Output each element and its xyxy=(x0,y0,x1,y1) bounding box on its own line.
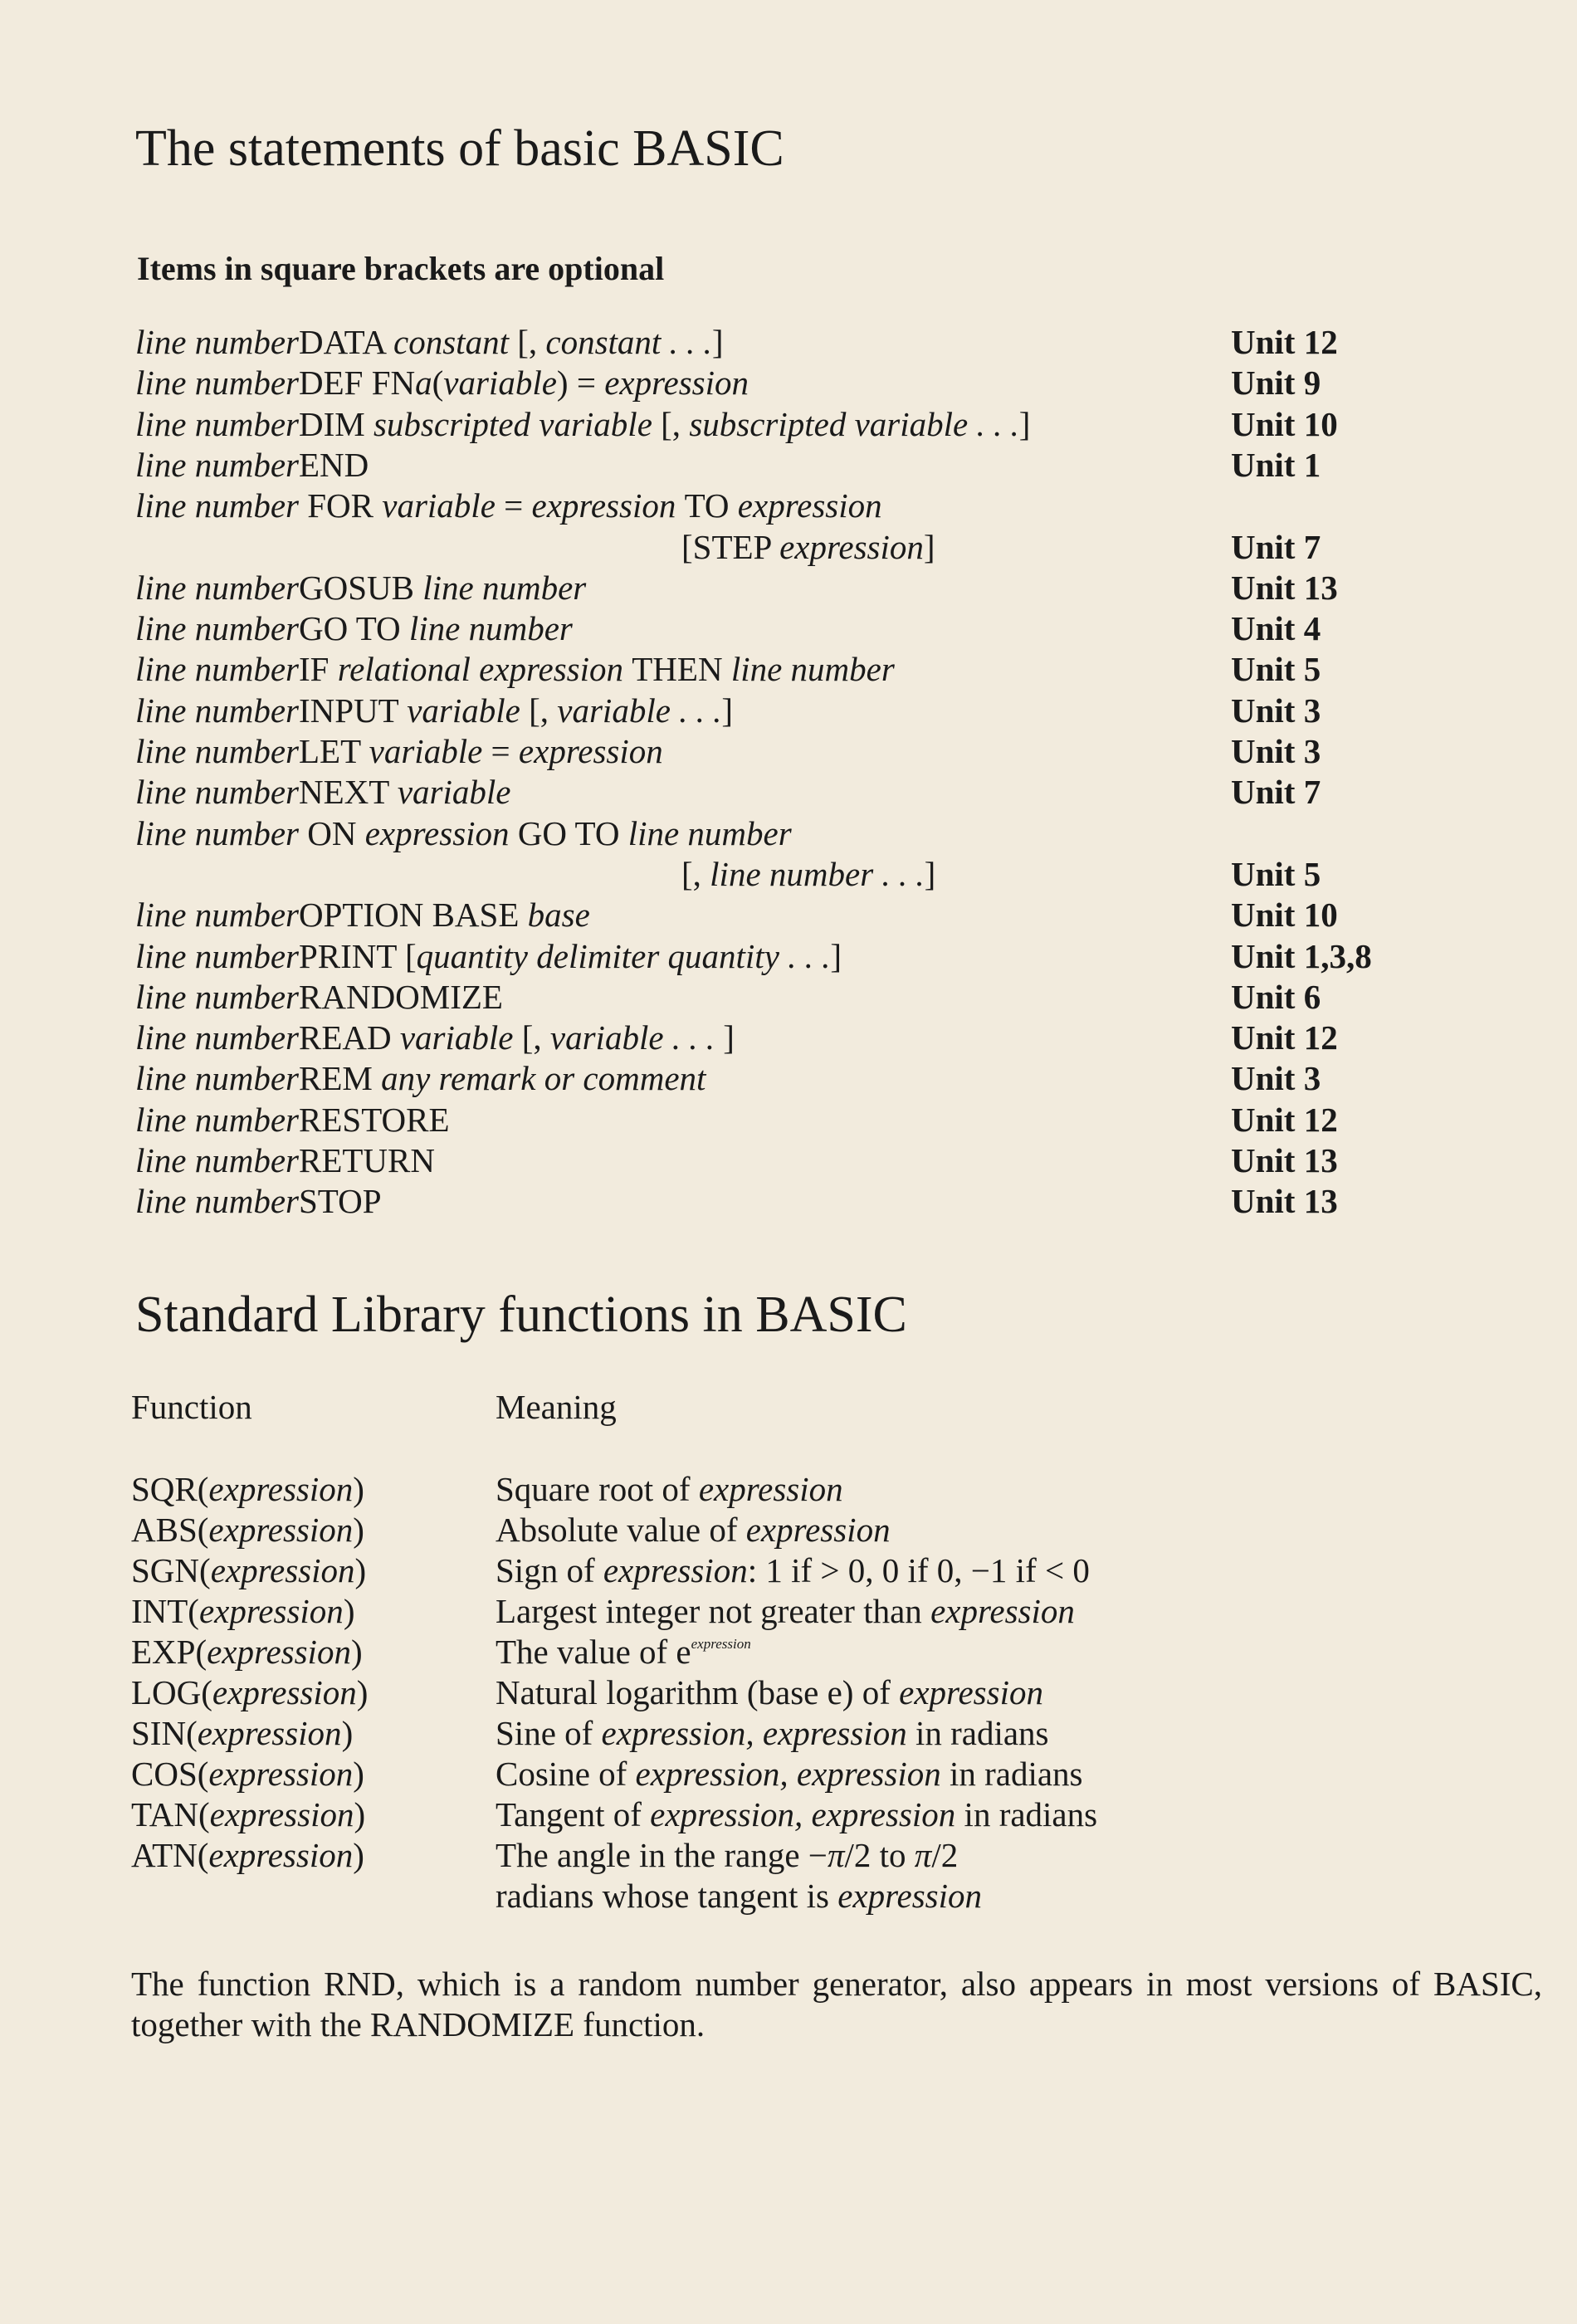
text-segment: expression xyxy=(208,1755,354,1793)
function-meaning xyxy=(496,1795,1098,1833)
unit-reference: Unit 13 xyxy=(1231,569,1338,607)
unit-reference: Unit 10 xyxy=(1231,405,1338,443)
text-segment: ) xyxy=(341,1714,354,1752)
text-segment: quantity delimiter quantity . . . xyxy=(416,937,831,975)
text-segment: INPUT xyxy=(299,691,408,730)
text-segment: ) xyxy=(353,1836,364,1874)
text-segment: line number xyxy=(135,1018,299,1057)
text-segment: variable xyxy=(399,1018,522,1057)
statement-syntax xyxy=(135,486,882,525)
text-segment: ON xyxy=(307,814,365,852)
text-segment: line number xyxy=(135,1101,299,1139)
text-segment: ] xyxy=(721,691,734,730)
text-segment: ] xyxy=(923,528,935,566)
text-segment: line number xyxy=(627,814,792,852)
library-title: Standard Library functions in BASIC xyxy=(135,1286,907,1343)
text-segment: ] xyxy=(711,323,724,361)
text-segment: line number xyxy=(135,773,299,811)
text-segment: line number xyxy=(135,446,299,484)
text-segment: in radians xyxy=(915,1714,1049,1752)
text-segment: PRINT xyxy=(299,937,405,975)
text-segment: ) xyxy=(353,1511,364,1549)
text-segment: LOG( xyxy=(131,1673,212,1711)
text-segment: EXP( xyxy=(131,1633,208,1671)
text-segment: expression xyxy=(745,1511,891,1549)
unit-reference: Unit 1 xyxy=(1231,446,1321,484)
statement-syntax xyxy=(135,775,510,809)
text-segment: line number xyxy=(135,937,299,975)
unit-reference: Unit 3 xyxy=(1231,691,1321,730)
text-segment: /2 to xyxy=(844,1836,915,1874)
statement-syntax xyxy=(135,652,895,686)
statement-syntax xyxy=(135,814,792,852)
statement-syntax xyxy=(135,1184,382,1218)
function-meaning xyxy=(496,1673,1043,1711)
text-segment: constant xyxy=(393,323,518,361)
text-segment: line number xyxy=(135,1182,299,1220)
text-segment: line number xyxy=(135,1141,299,1179)
statement-syntax xyxy=(135,1141,435,1179)
text-segment: expression xyxy=(737,486,882,525)
function-meaning xyxy=(496,1513,891,1547)
text-segment: expression xyxy=(198,1592,344,1630)
text-segment: expression xyxy=(930,1592,1075,1630)
text-segment: expression xyxy=(899,1673,1043,1711)
function-name xyxy=(131,1795,366,1833)
function-meaning xyxy=(496,1551,1090,1589)
text-segment: ) xyxy=(354,1551,367,1589)
text-segment: line number xyxy=(730,650,895,688)
text-segment: line number xyxy=(135,732,299,770)
text-segment: DEF FN xyxy=(299,364,416,402)
text-segment: INT( xyxy=(131,1592,199,1630)
page-title: The statements of basic BASIC xyxy=(135,120,784,177)
function-name xyxy=(131,1513,364,1547)
text-segment: expression xyxy=(197,1714,342,1752)
text-segment: expression xyxy=(208,1836,354,1874)
text-segment: [, xyxy=(529,691,558,730)
text-segment: line number xyxy=(408,609,573,647)
function-header: Function xyxy=(131,1388,252,1426)
text-segment: [, xyxy=(521,1018,550,1057)
text-segment: READ xyxy=(299,1018,400,1057)
function-name xyxy=(131,1838,364,1872)
unit-reference: Unit 10 xyxy=(1231,896,1338,934)
text-segment: SGN( xyxy=(131,1551,211,1589)
unit-reference: Unit 13 xyxy=(1231,1182,1338,1220)
text-segment: THEN xyxy=(632,650,731,688)
statement-syntax xyxy=(135,980,503,1014)
text-segment: The value of e xyxy=(496,1633,691,1671)
text-segment: COS( xyxy=(131,1755,209,1793)
text-segment: expression xyxy=(208,1511,354,1549)
meaning-header: Meaning xyxy=(496,1388,617,1426)
text-segment: expression, expression xyxy=(635,1755,950,1793)
text-segment: = xyxy=(491,732,519,770)
text-segment: RETURN xyxy=(299,1141,435,1179)
text-segment: = xyxy=(504,486,532,525)
statement-syntax xyxy=(135,898,590,932)
text-segment: [, xyxy=(681,855,710,893)
text-segment: [, xyxy=(517,323,546,361)
unit-reference: Unit 3 xyxy=(1231,732,1321,770)
text-segment: ] xyxy=(830,937,842,975)
unit-reference: Unit 1,3,8 xyxy=(1231,937,1372,975)
text-segment: Tangent of xyxy=(496,1795,651,1833)
unit-reference: Unit 4 xyxy=(1231,609,1321,647)
function-name xyxy=(131,1551,367,1589)
text-segment: Absolute value of xyxy=(496,1511,746,1549)
subtitle: Items in square brackets are optional xyxy=(137,250,665,287)
text-segment: line number xyxy=(135,650,299,688)
unit-reference: Unit 7 xyxy=(1231,773,1321,811)
text-segment: expression, expression xyxy=(650,1795,964,1833)
text-segment: Largest integer not greater than xyxy=(496,1592,931,1630)
text-segment: DIM xyxy=(299,405,374,443)
statement-syntax xyxy=(135,609,573,647)
text-segment: /2 xyxy=(931,1836,959,1874)
text-segment: π xyxy=(827,1836,845,1874)
text-segment: GO TO xyxy=(299,609,409,647)
text-segment: GOSUB xyxy=(299,569,423,607)
text-segment: GO TO xyxy=(517,814,628,852)
function-name xyxy=(131,1472,364,1506)
function-meaning xyxy=(496,1472,843,1506)
text-segment: ABS( xyxy=(131,1511,209,1549)
statement-syntax xyxy=(135,732,663,770)
text-segment: line number xyxy=(135,691,299,730)
text-segment: π xyxy=(914,1836,932,1874)
text-segment: ) xyxy=(353,1470,364,1508)
text-segment: line number xyxy=(135,364,299,402)
text-segment: expression xyxy=(518,732,663,770)
text-segment: ) xyxy=(350,1633,363,1671)
text-segment: ) = xyxy=(556,364,605,402)
text-segment: OPTION BASE xyxy=(299,896,528,934)
function-name xyxy=(131,1716,353,1750)
text-segment: line number xyxy=(135,814,308,852)
text-segment: variable xyxy=(407,691,530,730)
function-meaning xyxy=(496,1635,751,1669)
unit-reference: Unit 6 xyxy=(1231,978,1321,1016)
text-segment: FOR xyxy=(307,486,383,525)
text-segment: constant . . . xyxy=(545,323,712,361)
unit-reference: Unit 12 xyxy=(1231,1101,1338,1139)
statement-syntax xyxy=(135,571,586,605)
function-name xyxy=(131,1673,369,1711)
text-segment: expression xyxy=(364,814,518,852)
text-segment: Sine of xyxy=(496,1714,602,1752)
statement-syntax xyxy=(135,448,369,482)
text-segment: expression xyxy=(207,1633,351,1671)
text-segment: ] xyxy=(924,855,936,893)
footnote-paragraph: The function RND, which is a random number generator, also appears in most versions of BASIC, together with the RANDOMIZE function. xyxy=(131,1965,1542,2043)
text-segment: TAN( xyxy=(131,1795,210,1833)
text-segment: RESTORE xyxy=(299,1101,450,1139)
text-segment: expression xyxy=(604,364,749,402)
text-segment: REM xyxy=(299,1059,382,1097)
text-segment: expression, expression xyxy=(601,1714,915,1752)
text-segment: radians whose tangent is xyxy=(496,1877,838,1915)
statement-syntax xyxy=(135,405,1031,443)
text-segment: Square root of xyxy=(496,1470,699,1508)
text-segment: any remark or comment xyxy=(381,1059,706,1097)
text-segment: expression xyxy=(209,1795,354,1833)
statement-syntax xyxy=(135,366,749,400)
text-segment: expression xyxy=(837,1877,983,1915)
text-segment: line number xyxy=(135,405,299,443)
text-segment: SIN( xyxy=(131,1714,198,1752)
text-segment: SQR( xyxy=(131,1470,209,1508)
text-segment: line number xyxy=(422,569,587,607)
text-segment: expression xyxy=(210,1551,355,1589)
text-segment: LET xyxy=(299,732,369,770)
function-meaning xyxy=(496,1838,958,1872)
text-segment: expression xyxy=(698,1470,843,1508)
text-segment: variable . . . xyxy=(549,1018,724,1057)
unit-reference: Unit 5 xyxy=(1231,650,1321,688)
text-segment: relational expression xyxy=(337,650,632,688)
text-segment: variable xyxy=(443,364,557,402)
text-segment: expression xyxy=(208,1470,354,1508)
text-segment: TO xyxy=(684,486,738,525)
text-segment: variable xyxy=(382,486,505,525)
text-segment: ] xyxy=(723,1018,735,1057)
statement-syntax xyxy=(135,1018,735,1057)
text-segment: END xyxy=(299,446,369,484)
function-meaning xyxy=(496,1594,1075,1628)
statement-syntax xyxy=(681,857,935,891)
text-segment: ATN( xyxy=(131,1836,209,1874)
statement-syntax xyxy=(135,937,842,975)
text-segment: NEXT xyxy=(299,773,398,811)
text-segment: ) xyxy=(356,1673,369,1711)
unit-reference: Unit 12 xyxy=(1231,323,1338,361)
unit-reference: Unit 13 xyxy=(1231,1141,1338,1179)
text-segment: in radians xyxy=(949,1755,1083,1793)
text-segment: line number . . . xyxy=(710,855,925,893)
text-segment: line number xyxy=(135,978,299,1016)
text-segment: [ xyxy=(404,937,417,975)
text-segment: ] xyxy=(1018,405,1031,443)
text-segment: variable . . . xyxy=(557,691,722,730)
text-segment: expression xyxy=(531,486,685,525)
text-segment: ) xyxy=(354,1795,366,1833)
text-segment: RANDOMIZE xyxy=(299,978,503,1016)
text-segment: variable xyxy=(397,773,511,811)
unit-reference: Unit 3 xyxy=(1231,1059,1321,1097)
text-segment: The angle in the range − xyxy=(496,1836,828,1874)
text-segment: DATA xyxy=(299,323,394,361)
function-meaning xyxy=(496,1757,1083,1791)
text-segment: expression xyxy=(779,528,924,566)
unit-reference: Unit 12 xyxy=(1231,1018,1338,1057)
function-name xyxy=(131,1757,364,1791)
text-segment: subscripted variable . . . xyxy=(689,405,1019,443)
text-segment: Natural logarithm (base e) of xyxy=(496,1673,900,1711)
statement-syntax xyxy=(135,325,723,359)
text-segment: base xyxy=(527,896,590,934)
text-segment: Sign of xyxy=(496,1551,603,1589)
function-meaning xyxy=(496,1879,982,1913)
text-segment: line number xyxy=(135,1059,299,1097)
text-segment: line number xyxy=(135,896,299,934)
text-segment: ) xyxy=(343,1592,355,1630)
text-segment: line number xyxy=(135,486,308,525)
text-segment: a xyxy=(415,364,432,402)
text-segment: expression xyxy=(212,1673,357,1711)
function-meaning xyxy=(496,1716,1049,1750)
unit-reference: Unit 9 xyxy=(1231,364,1321,402)
text-segment: IF xyxy=(299,650,338,688)
text-segment: line number xyxy=(135,323,299,361)
text-segment: line number xyxy=(135,609,299,647)
text-segment: variable xyxy=(369,732,491,770)
text-segment: in radians xyxy=(964,1795,1098,1833)
text-segment: expression xyxy=(603,1551,748,1589)
text-segment: expression xyxy=(691,1636,751,1652)
text-segment: [, xyxy=(661,405,690,443)
text-segment: [STEP xyxy=(681,528,780,566)
statement-syntax xyxy=(681,530,935,564)
unit-reference: Unit 7 xyxy=(1231,528,1321,566)
statement-syntax xyxy=(135,691,734,730)
text-segment: STOP xyxy=(299,1182,382,1220)
function-name xyxy=(131,1635,363,1669)
function-name xyxy=(131,1594,354,1628)
text-segment: Cosine of xyxy=(496,1755,636,1793)
text-segment: ( xyxy=(432,364,444,402)
text-segment: line number xyxy=(135,569,299,607)
text-segment: ) xyxy=(353,1755,364,1793)
statement-syntax xyxy=(135,1103,450,1137)
unit-reference: Unit 5 xyxy=(1231,855,1321,893)
statement-syntax xyxy=(135,1059,706,1097)
text-segment: : 1 if > 0, 0 if 0, −1 if < 0 xyxy=(747,1551,1090,1589)
text-segment: subscripted variable xyxy=(373,405,662,443)
